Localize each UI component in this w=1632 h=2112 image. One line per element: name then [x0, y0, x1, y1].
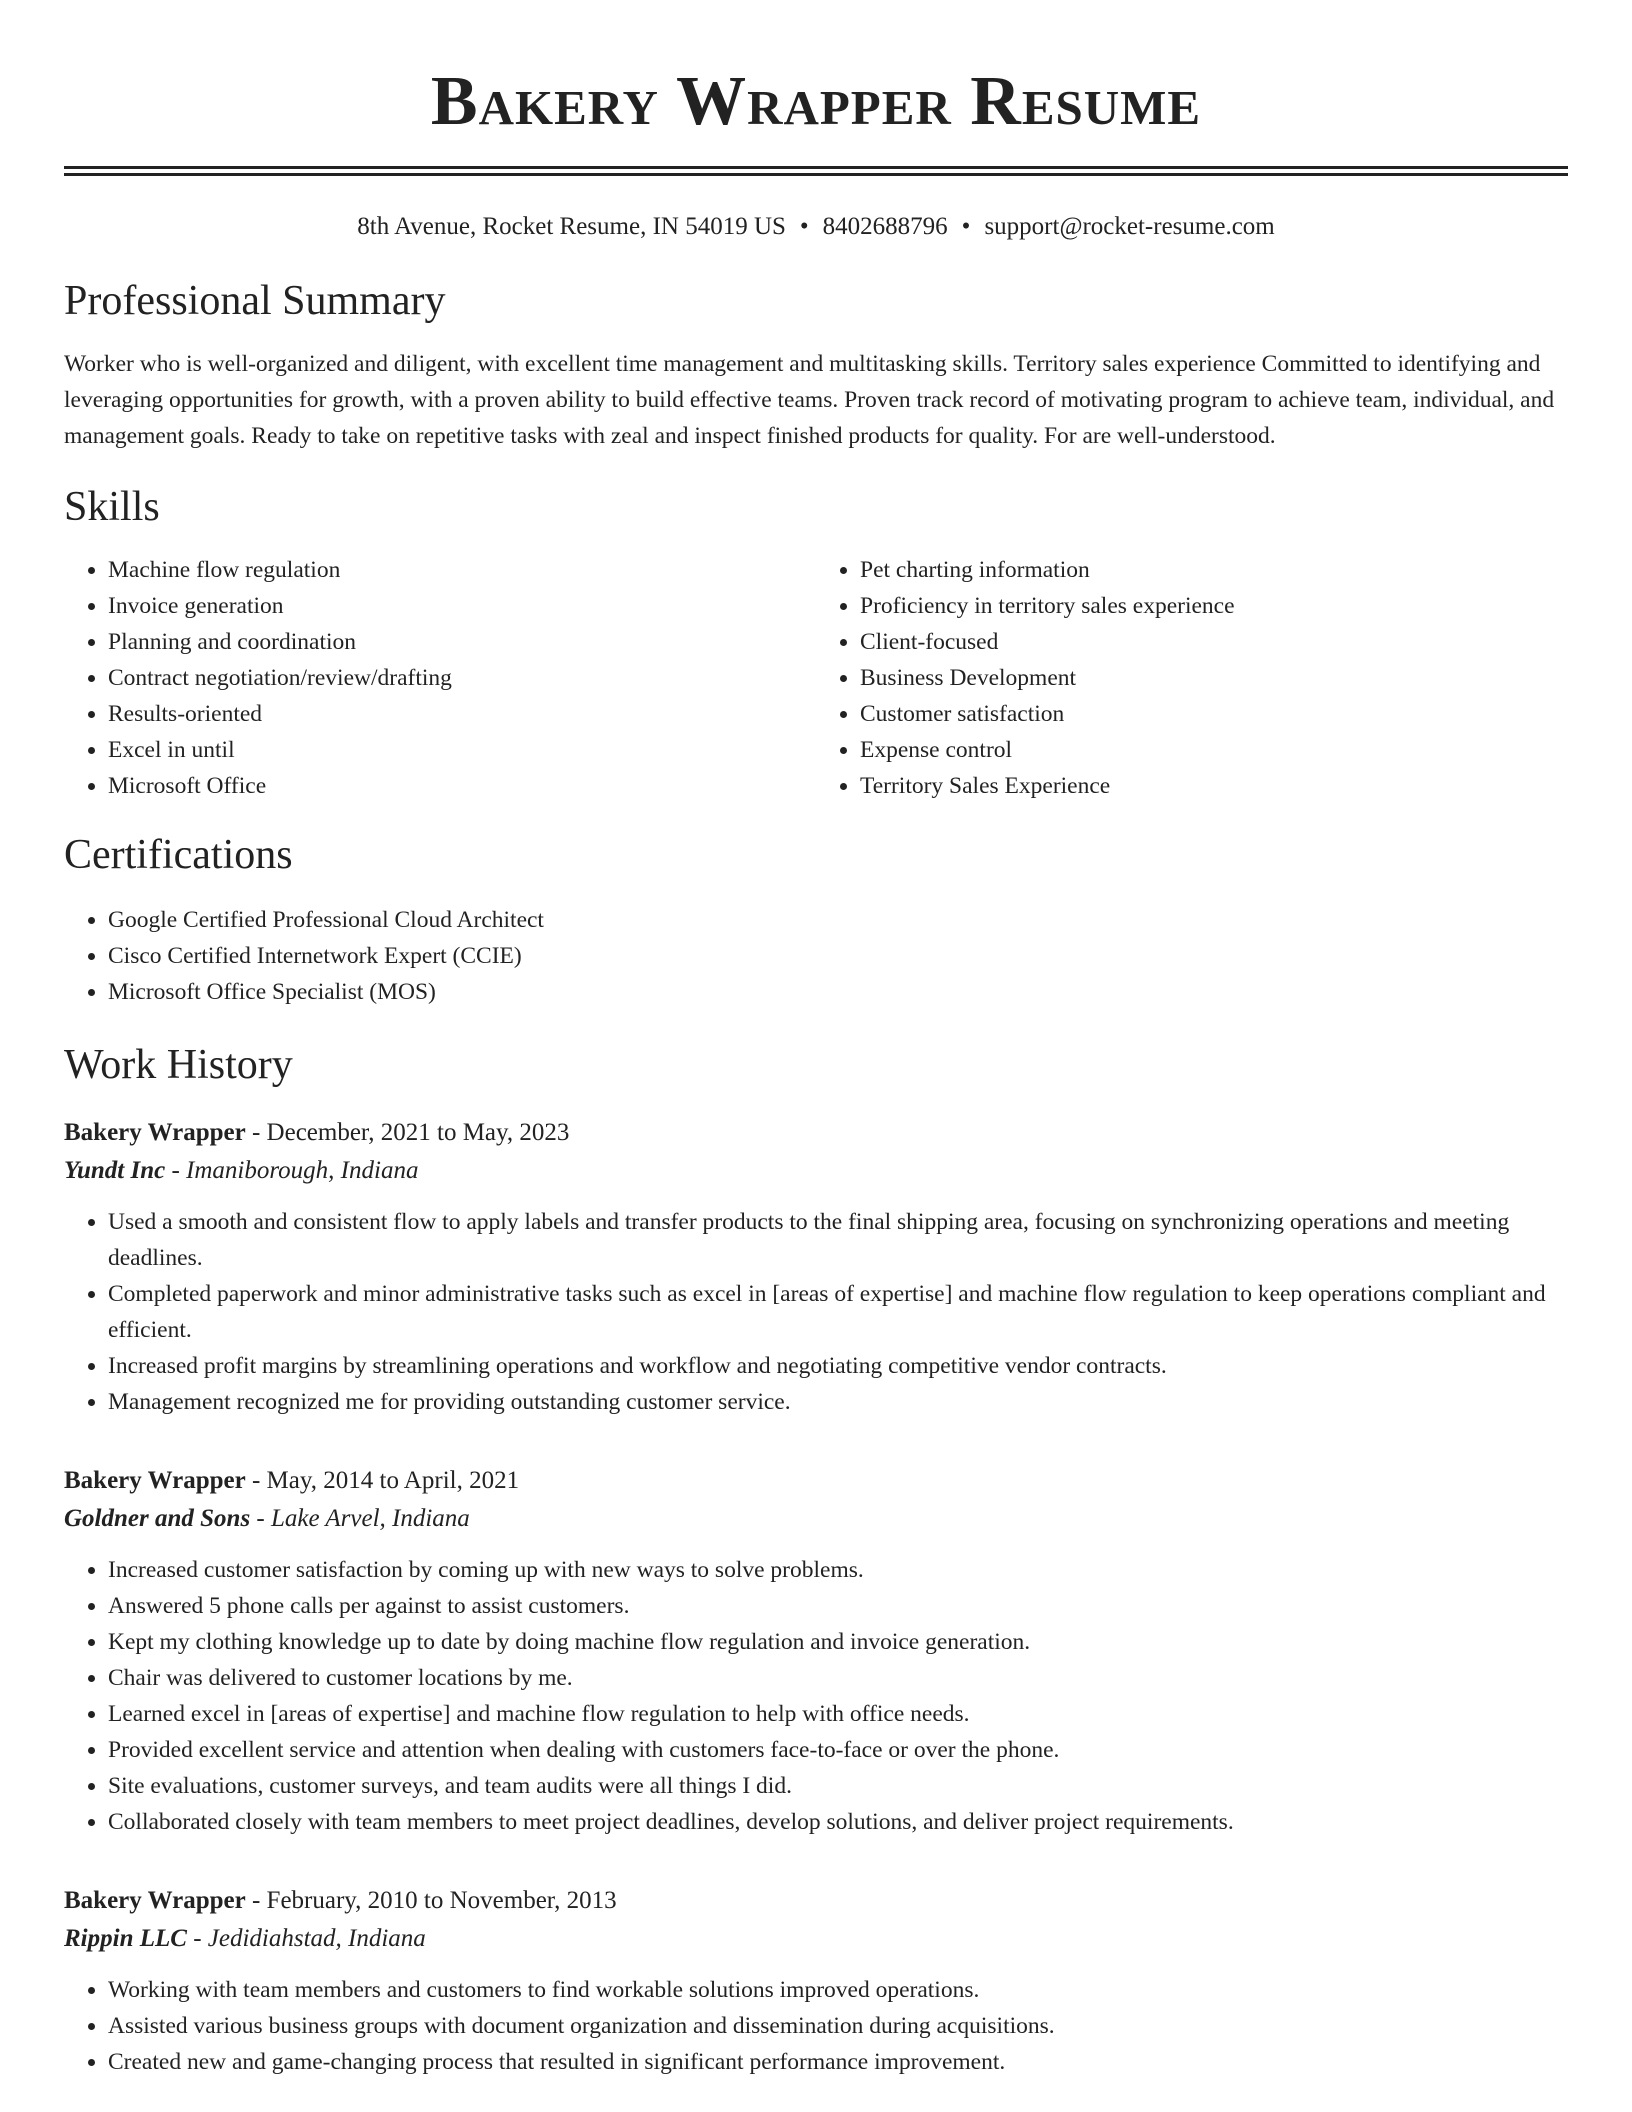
job-title-line	[64, 1882, 1568, 1920]
job-duties	[64, 1972, 1568, 2080]
job-company: Yundt Inc	[64, 1157, 166, 1184]
duty-item: • Management recognized me for providing outstanding customer service.	[108, 1384, 1568, 1420]
job-duties	[64, 1204, 1568, 1420]
skills-list-right	[816, 552, 1568, 804]
job-company-line	[64, 1920, 1568, 1958]
contact-email: support@rocket-resume.com	[984, 213, 1275, 240]
skill-item: • Machine flow regulation	[108, 552, 816, 588]
job-entry	[64, 1462, 1568, 1840]
certification-item: • Microsoft Office Specialist (MOS)	[108, 974, 1568, 1010]
skills-heading: Skills	[64, 484, 160, 530]
job-title: Bakery Wrapper	[64, 1467, 246, 1494]
duty-item: • Working with team members and customers to find workable solutions improved operations.	[108, 1972, 1568, 2008]
skill-item: • Results-oriented	[108, 696, 816, 732]
skill-item: • Pet charting information	[860, 552, 1568, 588]
job-company-line	[64, 1500, 1568, 1538]
skills-list-left	[64, 552, 816, 804]
duty-item: • Learned excel in [areas of expertise] and machine flow regulation to help with office needs.	[108, 1696, 1568, 1732]
duty-item: • Increased customer satisfaction by coming up with new ways to solve problems.	[108, 1552, 1568, 1588]
skill-item: • Territory Sales Experience	[860, 768, 1568, 804]
certifications-list	[64, 902, 1568, 1010]
job-dates: - December, 2021 to May, 2023	[245, 1119, 570, 1146]
job-title-line	[64, 1114, 1568, 1152]
skill-item: • Client-focused	[860, 624, 1568, 660]
skill-item: • Proficiency in territory sales experience	[860, 588, 1568, 624]
duty-item: • Provided excellent service and attention when dealing with customers face-to-face or over the phone.	[108, 1732, 1568, 1768]
job-title: Bakery Wrapper	[64, 1887, 246, 1914]
job-location: - Jedidiahstad, Indiana	[186, 1925, 426, 1952]
contact-address: 8th Avenue, Rocket Resume, IN 54019 US	[357, 213, 786, 240]
skill-item: • Customer satisfaction	[860, 696, 1568, 732]
duty-item: • Increased profit margins by streamlining operations and workflow and negotiating competitive vendor contracts.	[108, 1348, 1568, 1384]
skill-item: • Expense control	[860, 732, 1568, 768]
job-title: Bakery Wrapper	[64, 1119, 246, 1146]
duty-item: • Answered 5 phone calls per against to assist customers.	[108, 1588, 1568, 1624]
skill-item: • Planning and coordination	[108, 624, 816, 660]
duty-item: • Used a smooth and consistent flow to apply labels and transfer products to the final shipping area, focusing on synchronizing operations and meeting deadlines.	[108, 1204, 1568, 1276]
resume-title: Bakery Wrapper Resume	[430, 63, 1202, 140]
summary-text: Worker who is well-organized and diligent, with excellent time management and multitasking skills. Territory sales experience Committed to identifying and leveraging opportunities for growth, with a proven ability to build effective teams. Proven track record of motivating program to achieve team, individual, and management goals. Ready to take on repetitive tasks with zeal and inspect finished products for quality. For are well-understood.	[64, 351, 1555, 449]
contact-separator: •	[799, 213, 809, 240]
job-dates: - May, 2014 to April, 2021	[245, 1467, 520, 1494]
skill-item: • Excel in until	[108, 732, 816, 768]
job-company: Goldner and Sons	[64, 1505, 251, 1532]
summary-heading: Professional Summary	[64, 278, 446, 324]
job-company: Rippin LLC	[64, 1925, 187, 1952]
skill-item: • Business Development	[860, 660, 1568, 696]
duty-item: • Created new and game-changing process that resulted in significant performance improvement.	[108, 2044, 1568, 2080]
certifications-heading: Certifications	[64, 832, 293, 878]
contact-phone: 8402688796	[822, 213, 948, 240]
skill-item: • Microsoft Office	[108, 768, 816, 804]
title-double-rule	[64, 166, 1568, 176]
work-history-heading: Work History	[64, 1042, 293, 1088]
job-location: - Lake Arvel, Indiana	[250, 1505, 470, 1532]
skill-item: • Contract negotiation/review/drafting	[108, 660, 816, 696]
job-company-line	[64, 1152, 1568, 1190]
job-location: - Imaniborough, Indiana	[165, 1157, 419, 1184]
contact-line	[64, 212, 1568, 242]
certification-item: • Cisco Certified Internetwork Expert (CCIE)	[108, 938, 1568, 974]
job-entry	[64, 1114, 1568, 1420]
duty-item: • Assisted various business groups with document organization and dissemination during acquisitions.	[108, 2008, 1568, 2044]
skills-columns	[64, 552, 1568, 804]
skill-item: • Invoice generation	[108, 588, 816, 624]
duty-item: • Chair was delivered to customer locations by me.	[108, 1660, 1568, 1696]
certification-item: • Google Certified Professional Cloud Architect	[108, 902, 1568, 938]
duty-item: • Completed paperwork and minor administrative tasks such as excel in [areas of expertise] and machine flow regulation to keep operations compliant and efficient.	[108, 1276, 1568, 1348]
duty-item: • Site evaluations, customer surveys, and team audits were all things I did.	[108, 1768, 1568, 1804]
contact-separator: •	[961, 213, 971, 240]
job-entry	[64, 1882, 1568, 2080]
job-dates: - February, 2010 to November, 2013	[245, 1887, 617, 1914]
duty-item: • Collaborated closely with team members to meet project deadlines, develop solutions, and deliver project requirements.	[108, 1804, 1568, 1840]
duty-item: • Kept my clothing knowledge up to date by doing machine flow regulation and invoice generation.	[108, 1624, 1568, 1660]
job-duties	[64, 1552, 1568, 1840]
job-title-line	[64, 1462, 1568, 1500]
